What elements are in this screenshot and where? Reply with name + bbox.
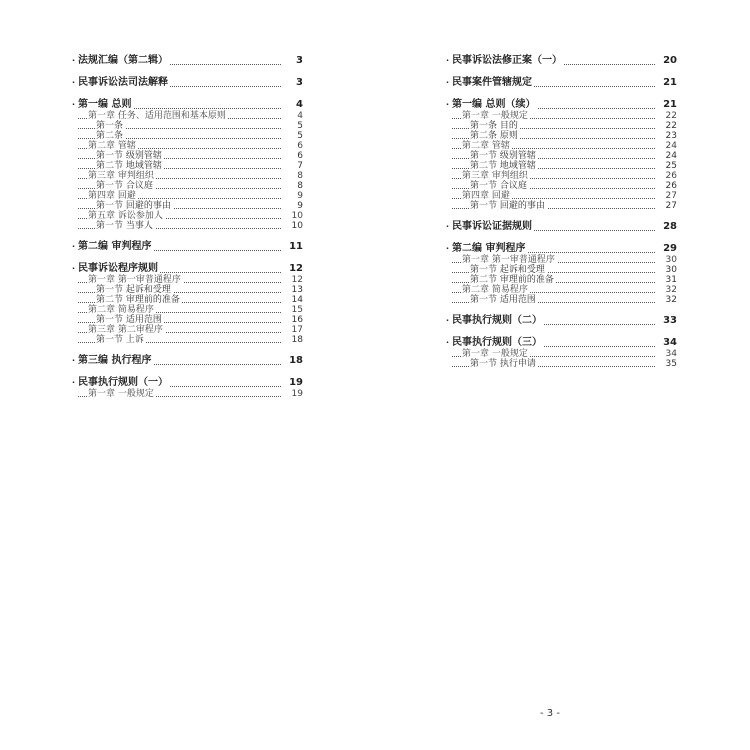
toc-entry-title: 第一编 总则 <box>78 99 132 110</box>
toc-entry <box>452 349 677 359</box>
toc-entry-title: 第一节 适用范围 <box>96 315 162 325</box>
toc-entry-title: 第三章 第二审程序 <box>88 325 163 335</box>
toc-entry <box>446 243 677 255</box>
toc-entry <box>72 355 303 367</box>
toc-entry-title: 第二节 审理前的准备 <box>96 295 180 305</box>
toc-entry-page: 15 <box>291 305 303 315</box>
toc-entry <box>446 337 677 349</box>
toc-entry-title: 第一节 合议庭 <box>470 181 527 191</box>
toc-entry-title: 第一节 级别管辖 <box>470 151 536 161</box>
toc-entry-title: 第一条 <box>96 121 124 131</box>
toc-entry-title: 民事诉讼法修正案（一） <box>452 55 562 66</box>
bullet-icon: · <box>72 56 76 65</box>
toc-entry-title: 第二节 地域管辖 <box>470 161 536 171</box>
toc-entry-page: 10 <box>291 221 303 231</box>
toc-entry-page: 6 <box>297 151 303 161</box>
toc-entry-title: 第一条 目的 <box>470 121 518 131</box>
toc-entry-page: 28 <box>663 221 677 232</box>
toc-entry <box>72 99 303 111</box>
toc-entry-title: 第一节 回避的事由 <box>96 201 171 211</box>
toc-entry-title: 第一章 任务、适用范围和基本原则 <box>88 111 226 121</box>
toc-entry <box>72 263 303 275</box>
toc-entry-page: 34 <box>665 349 677 359</box>
toc-entry <box>72 77 303 89</box>
toc-entry-title: 第一节 起诉和受理 <box>470 265 545 275</box>
toc-entry-page: 7 <box>297 161 303 171</box>
toc-entry-page: 24 <box>665 151 677 161</box>
toc-entry-page: 26 <box>665 181 677 191</box>
toc-entry <box>452 161 677 171</box>
bullet-icon: · <box>72 378 76 387</box>
toc-entry-page: 21 <box>663 99 677 110</box>
toc-entry <box>452 141 677 151</box>
toc-entry-page: 22 <box>665 111 677 121</box>
toc-entry <box>78 211 303 221</box>
toc-entry <box>78 285 303 295</box>
toc-entry <box>452 285 677 295</box>
toc-entry-page: 33 <box>663 315 677 326</box>
toc-entry-title: 第一节 合议庭 <box>96 181 153 191</box>
toc-entry <box>452 121 677 131</box>
toc-entry-title: 民事执行规则（三） <box>452 337 542 348</box>
toc-entry-page: 21 <box>663 77 677 88</box>
toc-entry <box>446 77 677 89</box>
toc-entry <box>452 265 677 275</box>
toc-entry-page: 31 <box>665 275 677 285</box>
toc-entry-title: 第三章 审判组织 <box>88 171 154 181</box>
toc-entry-title: 第一章 第一审普通程序 <box>462 255 555 265</box>
toc-entry <box>78 121 303 131</box>
toc-entry-title: 第一节 起诉和受理 <box>96 285 171 295</box>
toc-entry <box>452 295 677 305</box>
toc-entry-title: 第五章 诉讼参加人 <box>88 211 163 221</box>
toc-entry <box>78 201 303 211</box>
toc-entry-title: 第一节 级别管辖 <box>96 151 162 161</box>
toc-entry <box>452 191 677 201</box>
toc-entry-page: 27 <box>665 191 677 201</box>
toc-entry-page: 14 <box>291 295 303 305</box>
toc-entry-title: 第一章 第一审普通程序 <box>88 275 181 285</box>
toc-entry <box>78 221 303 231</box>
toc-entry-page: 34 <box>663 337 677 348</box>
toc-entry-title: 第一节 上诉 <box>96 335 144 345</box>
toc-entry-title: 第一节 执行申请 <box>470 359 536 369</box>
toc-entry <box>452 171 677 181</box>
toc-entry-page: 9 <box>297 191 303 201</box>
toc-entry <box>78 171 303 181</box>
bullet-icon: · <box>446 244 450 253</box>
toc-entry-page: 3 <box>296 77 303 88</box>
toc-entry <box>452 131 677 141</box>
bullet-icon: · <box>72 356 76 365</box>
toc-entry-title: 民事案件管辖规定 <box>452 77 532 88</box>
toc-entry-page: 29 <box>663 243 677 254</box>
toc-entry <box>78 141 303 151</box>
toc-entry-title: 民事诉讼证据规则 <box>452 221 532 232</box>
toc-entry-title: 第一节 适用范围 <box>470 295 536 305</box>
toc-entry-title: 第三章 审判组织 <box>462 171 528 181</box>
toc-entry <box>78 295 303 305</box>
toc-entry-page: 19 <box>289 377 303 388</box>
toc-entry-title: 第一节 回避的事由 <box>470 201 545 211</box>
toc-entry <box>452 111 677 121</box>
toc-entry-page: 25 <box>665 161 677 171</box>
toc-entry-page: 6 <box>297 141 303 151</box>
toc-entry <box>78 275 303 285</box>
toc-entry-title: 民事执行规则（一） <box>78 377 168 388</box>
toc-entry-title: 第二章 管辖 <box>462 141 510 151</box>
toc-entry-page: 17 <box>291 325 303 335</box>
toc-entry-page: 4 <box>296 99 303 110</box>
toc-entry-page: 13 <box>291 285 303 295</box>
bullet-icon: · <box>446 78 450 87</box>
toc-entry <box>446 221 677 233</box>
toc-entry-title: 第二章 简易程序 <box>462 285 528 295</box>
toc-entry-title: 民事诉讼法司法解释 <box>78 77 168 88</box>
right-page-number: - 3 - <box>540 708 560 719</box>
toc-entry <box>78 315 303 325</box>
toc-entry-title: 第一节 当事人 <box>96 221 153 231</box>
toc-entry <box>452 151 677 161</box>
toc-entry-title: 民事执行规则（二） <box>452 315 542 326</box>
toc-entry-page: 30 <box>665 265 677 275</box>
toc-entry <box>78 389 303 399</box>
toc-entry-page: 26 <box>665 171 677 181</box>
toc-entry <box>78 335 303 345</box>
toc-entry-page: 4 <box>297 111 303 121</box>
toc-entry-page: 12 <box>291 275 303 285</box>
bullet-icon: · <box>72 100 76 109</box>
toc-entry-title: 第一章 一般规定 <box>462 111 528 121</box>
toc-entry-title: 第二章 管辖 <box>88 141 136 151</box>
toc-entry-page: 8 <box>297 171 303 181</box>
toc-entry <box>452 359 677 369</box>
toc-entry-page: 35 <box>665 359 677 369</box>
toc-entry-title: 第二条 原则 <box>470 131 518 141</box>
bullet-icon: · <box>446 316 450 325</box>
toc-entry-title: 第三编 执行程序 <box>78 355 152 366</box>
bullet-icon: · <box>446 222 450 231</box>
bullet-icon: · <box>72 78 76 87</box>
toc-entry-title: 第二条 <box>96 131 124 141</box>
toc-entry <box>452 255 677 265</box>
toc-entry <box>446 55 677 67</box>
bullet-icon: · <box>72 242 76 251</box>
toc-entry-title: 第二章 简易程序 <box>88 305 154 315</box>
toc-entry <box>452 275 677 285</box>
right-page-toc <box>446 55 677 369</box>
toc-entry-title: 第一编 总则（续） <box>452 99 536 110</box>
toc-entry <box>446 99 677 111</box>
toc-entry <box>78 111 303 121</box>
bullet-icon: · <box>446 338 450 347</box>
toc-entry-title: 第二节 审理前的准备 <box>470 275 554 285</box>
toc-entry <box>72 241 303 253</box>
toc-entry-title: 第二节 地域管辖 <box>96 161 162 171</box>
toc-entry <box>78 325 303 335</box>
toc-entry <box>78 305 303 315</box>
toc-entry-page: 11 <box>289 241 303 252</box>
left-page-toc <box>72 55 303 399</box>
toc-entry <box>78 131 303 141</box>
toc-entry-title: 法规汇编（第二辑） <box>78 55 168 66</box>
toc-entry <box>452 181 677 191</box>
toc-entry <box>78 151 303 161</box>
toc-entry <box>446 315 677 327</box>
toc-entry-page: 27 <box>665 201 677 211</box>
toc-entry-page: 18 <box>291 335 303 345</box>
toc-entry-page: 20 <box>663 55 677 66</box>
toc-entry-page: 5 <box>297 131 303 141</box>
toc-entry <box>452 201 677 211</box>
toc-entry-page: 16 <box>291 315 303 325</box>
toc-entry-title: 第二编 审判程序 <box>452 243 526 254</box>
bullet-icon: · <box>72 264 76 273</box>
toc-entry-page: 32 <box>665 295 677 305</box>
toc-entry-page: 32 <box>665 285 677 295</box>
toc-entry-title: 民事诉讼程序规则 <box>78 263 158 274</box>
toc-entry-title: 第一章 一般规定 <box>88 389 154 399</box>
toc-entry <box>78 161 303 171</box>
bullet-icon: · <box>446 100 450 109</box>
toc-entry-page: 30 <box>665 255 677 265</box>
toc-entry <box>78 181 303 191</box>
toc-entry-title: 第四章 回避 <box>88 191 136 201</box>
toc-entry-page: 3 <box>296 55 303 66</box>
toc-entry-page: 23 <box>665 131 677 141</box>
toc-entry-page: 9 <box>297 201 303 211</box>
toc-entry-page: 18 <box>289 355 303 366</box>
toc-entry-page: 24 <box>665 141 677 151</box>
toc-entry <box>78 191 303 201</box>
toc-entry <box>72 377 303 389</box>
toc-entry-page: 8 <box>297 181 303 191</box>
bullet-icon: · <box>446 56 450 65</box>
toc-entry-page: 12 <box>289 263 303 274</box>
toc-entry-title: 第一章 一般规定 <box>462 349 528 359</box>
toc-entry-page: 22 <box>665 121 677 131</box>
toc-entry-page: 19 <box>291 389 303 399</box>
toc-entry <box>72 55 303 67</box>
toc-entry-title: 第四章 回避 <box>462 191 510 201</box>
toc-entry-title: 第二编 审判程序 <box>78 241 152 252</box>
toc-entry-page: 10 <box>291 211 303 221</box>
toc-entry-page: 5 <box>297 121 303 131</box>
